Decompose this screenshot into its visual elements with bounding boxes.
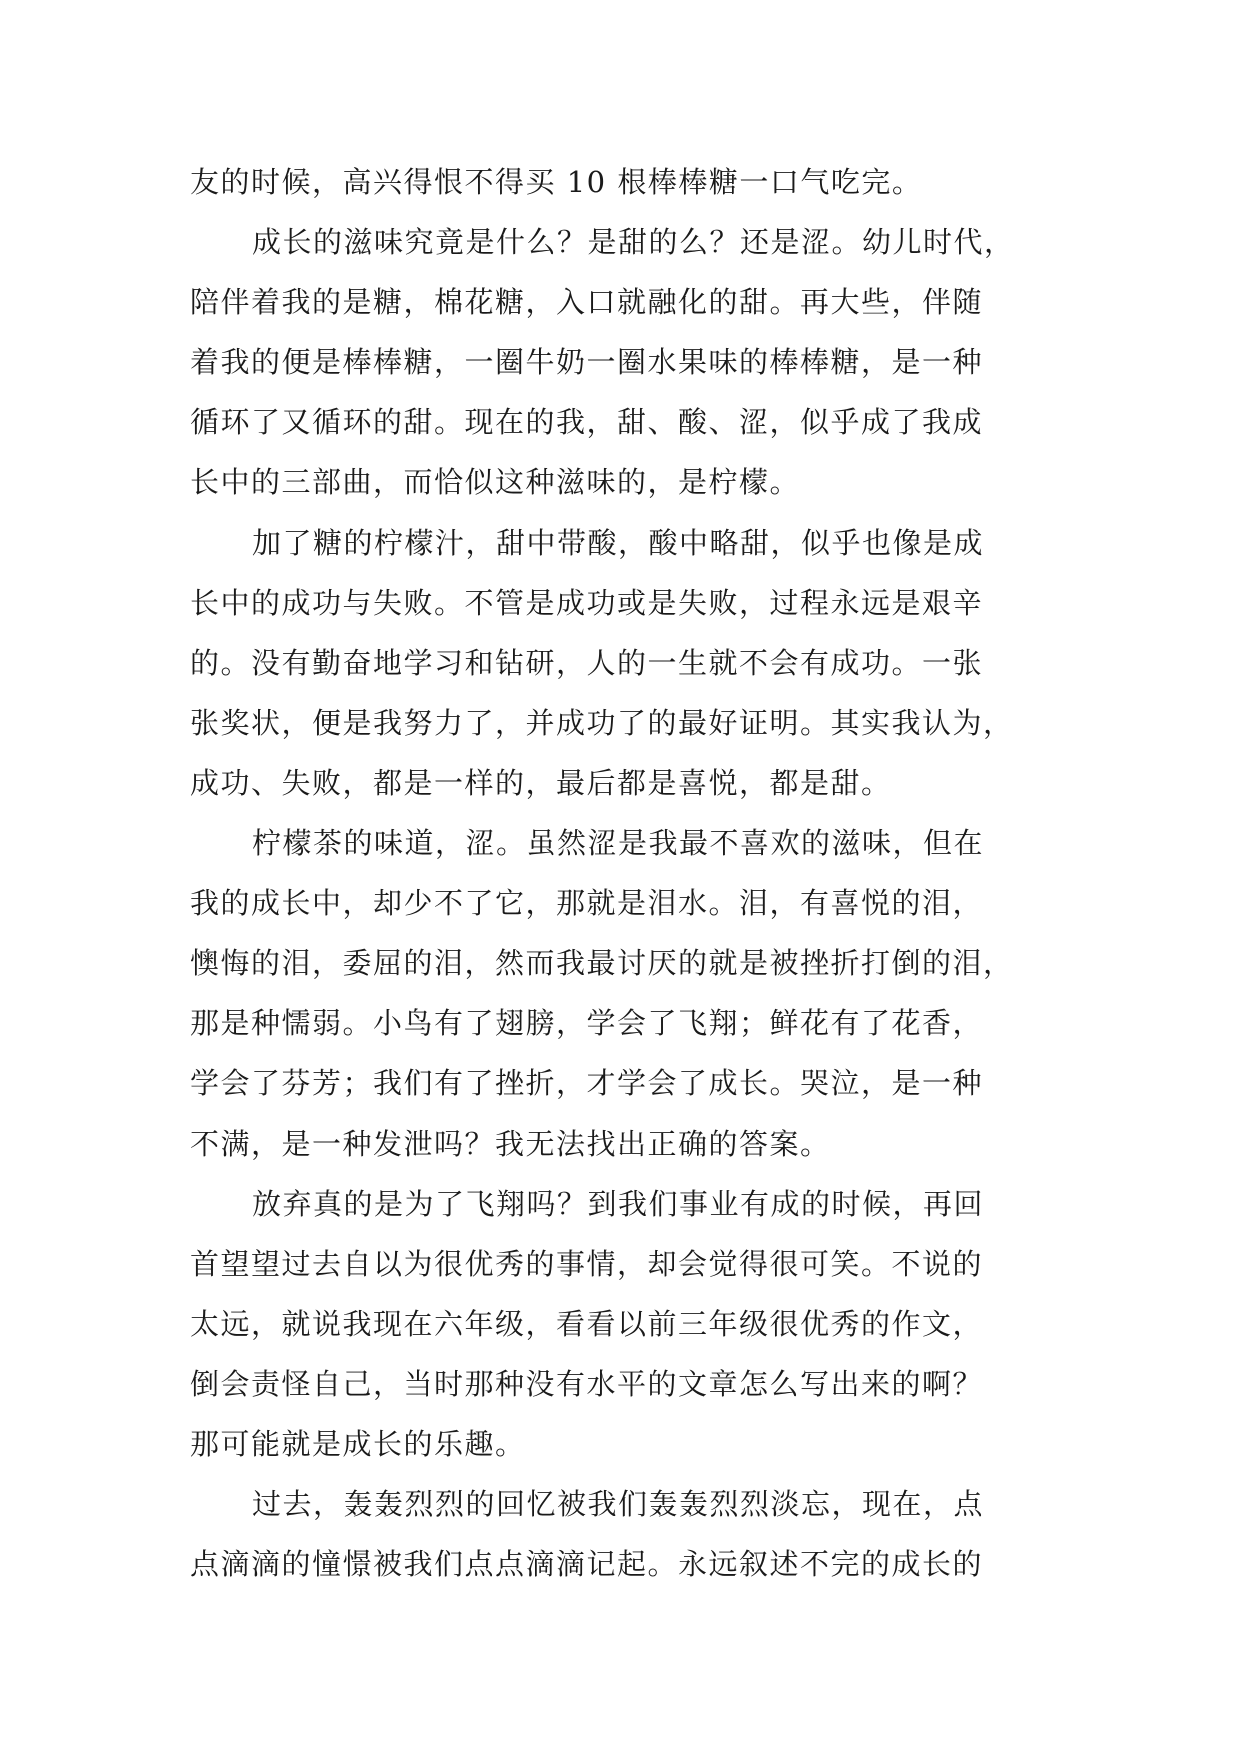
text-line: 那可能就是成长的乐趣。 [190,1426,526,1461]
document-body [190,152,1090,1594]
text-line: 陪伴着我的是糖，棉花糖，入口就融化的甜。再大些，伴随 [190,285,984,320]
text-line: 张奖状，便是我努力了，并成功了的最好证明。其实我认为， [190,705,1014,740]
text-line: 学会了芬芳；我们有了挫折，才学会了成长。哭泣，是一种 [190,1066,984,1101]
text-line: 过去，轰轰烈烈的回忆被我们轰轰烈烈淡忘，现在，点 [252,1487,985,1522]
text-line: 着我的便是棒棒糖，一圈牛奶一圈水果味的棒棒糖，是一种 [190,345,984,380]
text-line: 成长的滋味究竟是什么？是甜的么？还是涩。幼儿时代， [252,225,1015,260]
text-line: 加了糖的柠檬汁，甜中带酸，酸中略甜，似乎也像是成 [252,525,985,560]
text-line: 我的成长中，却少不了它，那就是泪水。泪，有喜悦的泪， [190,886,984,921]
text-line: 懊悔的泪，委屈的泪，然而我最讨厌的就是被挫折打倒的泪， [190,946,1014,981]
text-line: 放弃真的是为了飞翔吗？到我们事业有成的时候，再回 [252,1186,985,1221]
text-line: 倒会责怪自己，当时那种没有水平的文章怎么写出来的啊？ [190,1366,984,1401]
text-line: 柠檬茶的味道，涩。虽然涩是我最不喜欢的滋味，但在 [252,826,985,861]
text-line: 循环了又循环的甜。现在的我，甜、酸、涩，似乎成了我成 [190,405,984,440]
text-line: 那是种懦弱。小鸟有了翅膀，学会了飞翔；鲜花有了花香， [190,1006,984,1041]
text-line: 点滴滴的憧憬被我们点点滴滴记起。永远叙述不完的成长的 [190,1547,984,1582]
text-line: 太远，就说我现在六年级，看看以前三年级很优秀的作文， [190,1306,984,1341]
text-line: 长中的三部曲，而恰似这种滋味的，是柠檬。 [190,465,801,500]
text-line: 长中的成功与失败。不管是成功或是失败，过程永远是艰辛 [190,585,984,620]
text-line: 成功、失败，都是一样的，最后都是喜悦，都是甜。 [190,765,892,800]
text-line: 不满，是一种发泄吗？我无法找出正确的答案。 [190,1126,831,1161]
text-line: 首望望过去自以为很优秀的事情，却会觉得很可笑。不说的 [190,1246,984,1281]
text-line: 友的时候，高兴得恨不得买 10 根棒棒糖一口气吃完。 [190,165,923,199]
text-line: 的。没有勤奋地学习和钻研，人的一生就不会有成功。一张 [190,645,984,680]
